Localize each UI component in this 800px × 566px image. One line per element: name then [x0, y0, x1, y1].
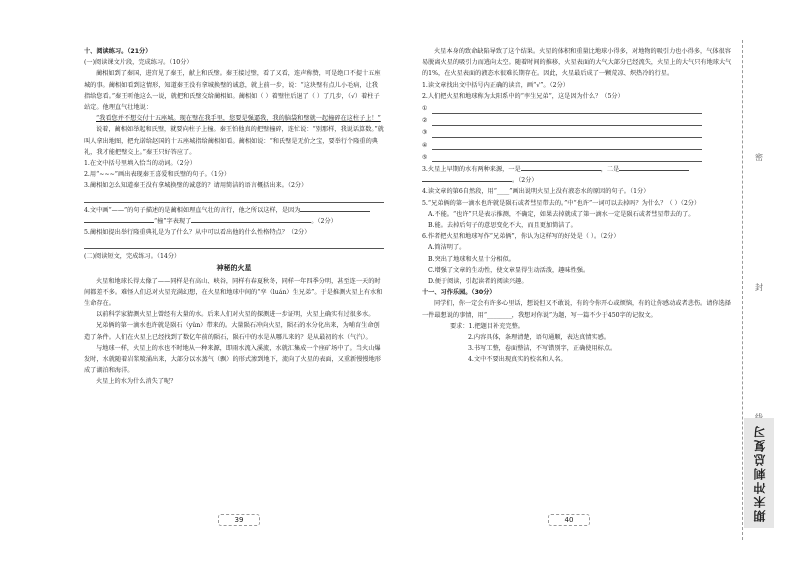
question-4: 4.文中画“——”的句子描述的是蔺相如理直气壮的言行，他之所以这样，是因为	[84, 205, 384, 216]
seal-char: 密	[755, 153, 763, 162]
essay-prompt: 同学们，你一定会有许多心里话，想说但又不敢说，有的令你开心或烦恼，有的让你感动或者悲伤。请你选择一件最想说的事情，用“________，我想对你说”为题，写一篇不少于450字的记叙文。	[422, 300, 731, 319]
story-paragraph: 火星和地球长得太像了——同样是有高山、峡谷，同样有春夏秋冬，同样一年四季分明，甚至连一天的时间都差不多。难怪人们总对火星充满幻想，在火星和地球中间的“孪（luán）生兄弟”。于是推测火星上有水和生命存在。	[84, 277, 383, 308]
question-4-cont: “撞”字表现了 。（2分）	[84, 216, 384, 227]
right-page	[412, 0, 742, 566]
requirement-item: 2.内容具体，条理清楚，语句通顺，表达真情实感。	[468, 334, 611, 342]
requirements-title: 要求：1.把题目补充完整。	[450, 322, 524, 330]
passage-paragraph: 蔺相如到了秦国，进宫见了秦王，献上和氏璧。秦王接过璧，看了又看，连声称赞，可是绝口不提十五座城的事。蔺相如看到这情形，知道秦王没有拿城换璧的诚意，就上前一步，说：“这块璧有点儿小毛病，让我指给您看。”秦王听他这么一说，就把和氏璧交给蔺相如。蔺相如（ ）着璧往后退了（ ）了几步，（√）着柱子站定。他理直气壮地说：	[84, 70, 381, 112]
story-paragraph: 火星本身的致命缺陷导致了这个结果。火星的体积和重量比地球小得多，对地物的吸引力也小得多，气体很容易脱离火星的吸引力而逃向太空。随着时间的推移，火星表面的大气大部分已经流失，火星上的大气只有地球大气的1%，在火星表面的液态水很难长期存在。因此，火星最后成了一颗荒凉、炽热冷的行星。	[422, 48, 732, 78]
question-4: 4.读文章的第6自然段，用“____”画出说明火星上没有液态水的原因的句子。（1分）	[422, 188, 650, 196]
question-5: 5.“兄弟俩的第一滴水也许就是陨石或者彗星带去的。”中“也许”一词可以去掉吗？为什么？（ ）（2分）	[422, 199, 701, 207]
story-title: 神秘的火星	[216, 264, 252, 273]
seal-char: 封	[755, 283, 763, 292]
section-title: 十一、习作乐园。（30分）	[422, 289, 496, 297]
option-a: A.不能。“也许”只是表示推测，不确定，如果去掉就成了第一滴水一定是陨石或者彗星带去的了。	[428, 210, 695, 218]
option-c: C.增强了文章的生动性，使文章显得生动活泼，趣味性强。	[428, 266, 590, 274]
answer-line[interactable]	[432, 116, 702, 126]
answer-line[interactable]	[432, 140, 702, 150]
question-5: 5.蔺相如提出举行隆重典礼是为了什么？从中可以看出他的什么性格特点？（2分）	[84, 229, 311, 237]
question-1: 1.读文章找出文中括号内正确的读音，画“√”。（2分）	[422, 81, 569, 89]
story-paragraph: 与地球一样，火星上的水也不时地从一种来源，即雨水流入溪流，水就汇集成一个座矿场中了。当火山爆发时，水就随着岩浆喷涌出来，大部分以水蒸气（飘）的形式渗到地下，流向了火星的表面，又重新慢慢地形成了湖泊和海洋。	[84, 344, 381, 375]
passage-paragraph: 说着，蔺相如举起和氏璧，就要向柱子上撞。秦王怕他真的把璧撞碎，连忙说：“别那样，我说话算数。”就叫人拿出地图，把允诺给赵国的十五座城指给蔺相如看。蔺相如说：“和氏璧是无价之宝，要举行个隆重的典礼，我才能把璧交上。”秦王只好答应了。	[84, 126, 384, 156]
option-d: D.便于阅读，引起读者的阅读兴趣。	[428, 278, 528, 286]
part1-title: (一)阅读课文片段，完成练习。（10分）	[84, 59, 193, 67]
question-2: 2.用“~~~”画出表现秦王喜爱和氏璧的句子。（1分）	[84, 171, 231, 179]
question-1: 1.在文中括号里填入恰当的动词。（2分）	[84, 160, 196, 168]
question-6: 6.作者把火星和地球写作“兄弟俩”，你认为这样写的好处是（ ）。（2分）	[422, 233, 620, 241]
answer-line[interactable]	[432, 128, 702, 138]
answer-row: ②	[422, 115, 732, 126]
option-b: B.能。去掉后句子的意思变化不大，而且更加简洁了。	[428, 222, 577, 230]
story-paragraph: 兄弟俩的第一滴水也许就是陨石（yǔn）带来的。大量陨石冲向火星，陨石的水分化出来，为哺育生命创造了条件。人们在火星上已经找到了数亿年前的陨石，陨石中的水是从哪儿来的？是从最初的水（气汽）。	[84, 322, 380, 341]
requirement-item: 4.文中不要出现真实的校名和人名。	[468, 356, 567, 364]
part2-title: (二)阅读短文，完成练习。（14分）	[84, 253, 181, 261]
answer-blank[interactable]	[300, 211, 370, 212]
answer-row: ①	[422, 103, 732, 114]
answer-row: ③	[422, 127, 732, 138]
answer-row: ④	[422, 140, 732, 151]
passage-paragraph: “我看您并不想交付十五座城。现在璧在我手里，您要是强逼我，我的脑袋和璧就一起撞碎在这柱子上！”	[96, 115, 381, 123]
question-3-cont: 。（2分）	[422, 175, 732, 186]
answer-blank[interactable]	[619, 170, 689, 171]
story-paragraph: 以前科学家猜测火星上曾经有大量的水。后来人们对火星的探测进一步证明，火星上确实有过很多水。	[96, 311, 375, 319]
right-column	[422, 46, 732, 366]
requirement-item: 3.书写工整，卷面整洁，不写错别字，正确使用标点。	[468, 345, 617, 353]
page-number: 39	[218, 514, 260, 526]
question-2: 2.人们把火星和地球称为太阳系中的“孪生兄弟”，这是因为什么？（5分）	[422, 92, 624, 100]
answer-line[interactable]	[84, 239, 384, 249]
answer-line[interactable]	[432, 152, 702, 162]
answer-blank[interactable]	[191, 222, 311, 223]
answer-line[interactable]	[84, 193, 384, 203]
answer-blank[interactable]	[422, 181, 512, 182]
question-3: 3.蔺相如怎么知道秦王没有拿城换璧的诚意的？请用简洁的语言概括出来。（2分）	[84, 182, 308, 190]
answer-line[interactable]	[432, 104, 702, 114]
story-paragraph: 火星上的水为什么消失了呢？	[96, 378, 177, 386]
answer-row: ⑤	[422, 152, 732, 163]
answer-blank[interactable]	[521, 170, 601, 171]
page-number: 40	[548, 514, 590, 526]
question-3: 3.火星上早期的水有两种来源，一是 ，二是	[422, 164, 732, 175]
left-column	[84, 46, 384, 388]
answer-blank[interactable]	[84, 222, 154, 223]
section-title: 十、阅读练习。（21分）	[84, 48, 152, 55]
brand-logo: 期末冲刺总复习	[744, 418, 774, 528]
option-b: B.突出了地球和火星十分相似。	[428, 255, 515, 263]
option-a: A.简洁明了。	[428, 244, 466, 252]
